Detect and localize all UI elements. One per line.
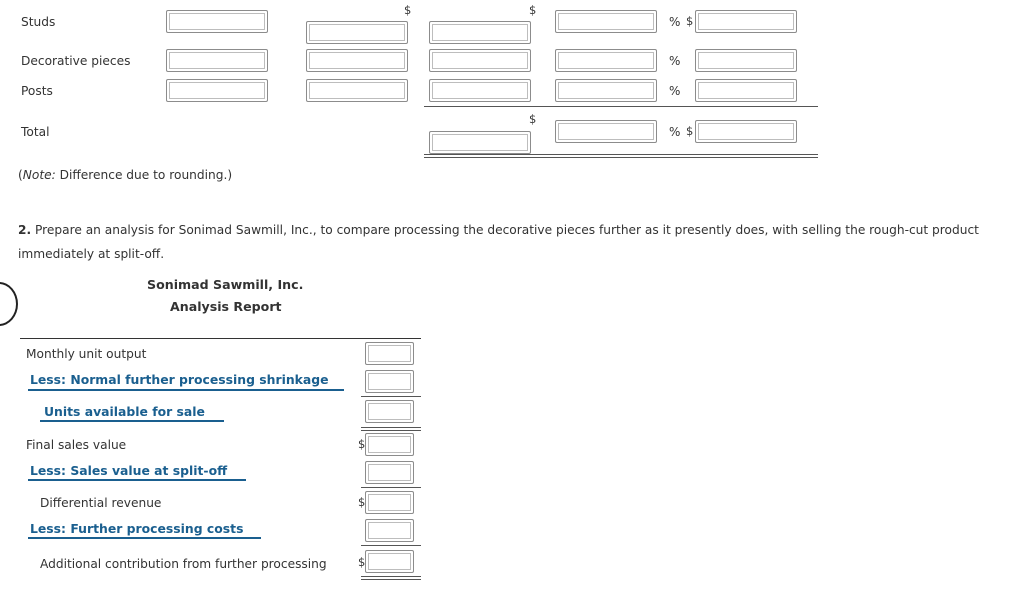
posts-col1-input[interactable] (166, 79, 268, 102)
row-differential-revenue: Differential revenue (40, 496, 162, 510)
units-double-rule-bottom (361, 430, 421, 431)
final-sales-value-input[interactable] (365, 433, 414, 456)
units-available-input[interactable] (365, 400, 414, 423)
note-text: Difference due to rounding.) (55, 168, 233, 182)
posts-col5-input[interactable] (695, 79, 797, 102)
total-col5-input[interactable] (695, 120, 797, 143)
split-off-rule (361, 487, 421, 488)
row-monthly-unit-output: Monthly unit output (26, 347, 147, 361)
row-label-total: Total (21, 125, 50, 139)
studs-col4-input[interactable] (555, 10, 657, 33)
col3-dollar-sign: $ (529, 3, 537, 17)
total-col3-dollar-sign: $ (529, 112, 537, 126)
total-double-rule-top (424, 154, 818, 155)
side-circle-icon (0, 282, 18, 326)
decorative-col5-input[interactable] (695, 49, 797, 72)
subtotal-rule (424, 106, 818, 107)
decorative-col1-input[interactable] (166, 49, 268, 72)
total-percent-sign: % (669, 125, 681, 139)
row-less-shrinkage: Less: Normal further processing shrinkage (30, 372, 329, 387)
further-costs-rule (361, 545, 421, 546)
total-double-rule-bottom (424, 157, 818, 158)
decorative-col3-input[interactable] (429, 49, 531, 72)
note-italic-label: Note: (22, 168, 56, 182)
row-label-posts: Posts (21, 84, 53, 98)
studs-col2-input[interactable] (306, 21, 408, 44)
final-double-rule-bottom (361, 579, 421, 580)
shrinkage-underline (28, 389, 344, 391)
monthly-unit-output-input[interactable] (365, 342, 414, 365)
total-col4-input[interactable] (555, 120, 657, 143)
posts-col4-input[interactable] (555, 79, 657, 102)
units-subtotal-rule (361, 396, 421, 397)
row-final-sales-value: Final sales value (26, 438, 127, 452)
row-less-split-off: Less: Sales value at split-off (30, 463, 228, 478)
units-available-underline (40, 420, 224, 422)
units-double-rule-top (361, 427, 421, 428)
question-2-text-line2: immediately at split-off. (18, 247, 165, 261)
decorative-col4-input[interactable] (555, 49, 657, 72)
split-off-value-input[interactable] (365, 461, 414, 484)
row-label-studs: Studs (21, 15, 56, 29)
report-top-rule (20, 338, 421, 339)
row-label-decorative-pieces: Decorative pieces (21, 54, 131, 68)
additional-contribution-input[interactable] (365, 550, 414, 573)
differential-revenue-dollar-sign: $ (358, 495, 366, 509)
studs-percent-sign: % (669, 15, 681, 29)
rounding-note (18, 168, 232, 182)
studs-col3-input[interactable] (429, 21, 531, 44)
studs-col5-input[interactable] (695, 10, 797, 33)
shrinkage-input[interactable] (365, 370, 414, 393)
final-sales-dollar-sign: $ (358, 437, 366, 451)
question-text: Prepare an analysis for Sonimad Sawmill, Inc., to compare processing the decorative pieces further as it presently does, with selling the rough-cut product (31, 223, 979, 237)
additional-contribution-dollar-sign: $ (358, 555, 366, 569)
row-additional-contribution: Additional contribution from further processing (40, 557, 327, 571)
split-off-underline (28, 479, 246, 481)
question-number: 2. (18, 223, 32, 237)
col2-dollar-sign: $ (404, 3, 412, 17)
report-title: Analysis Report (170, 299, 282, 314)
posts-col2-input[interactable] (306, 79, 408, 102)
studs-col5-dollar-sign: $ (686, 14, 694, 28)
report-company-name: Sonimad Sawmill, Inc. (147, 277, 304, 292)
posts-percent-sign: % (669, 84, 681, 98)
final-double-rule-top (361, 576, 421, 577)
row-units-available: Units available for sale (44, 404, 205, 419)
question-2-text (18, 223, 979, 237)
further-costs-underline (28, 537, 261, 539)
total-col3-input[interactable] (429, 131, 531, 154)
posts-col3-input[interactable] (429, 79, 531, 102)
total-col5-dollar-sign: $ (686, 124, 694, 138)
note-open-paren: ( (18, 168, 23, 182)
row-less-further-costs: Less: Further processing costs (30, 521, 244, 536)
studs-col1-input[interactable] (166, 10, 268, 33)
decorative-percent-sign: % (669, 54, 681, 68)
further-processing-costs-input[interactable] (365, 519, 414, 542)
differential-revenue-input[interactable] (365, 491, 414, 514)
decorative-col2-input[interactable] (306, 49, 408, 72)
